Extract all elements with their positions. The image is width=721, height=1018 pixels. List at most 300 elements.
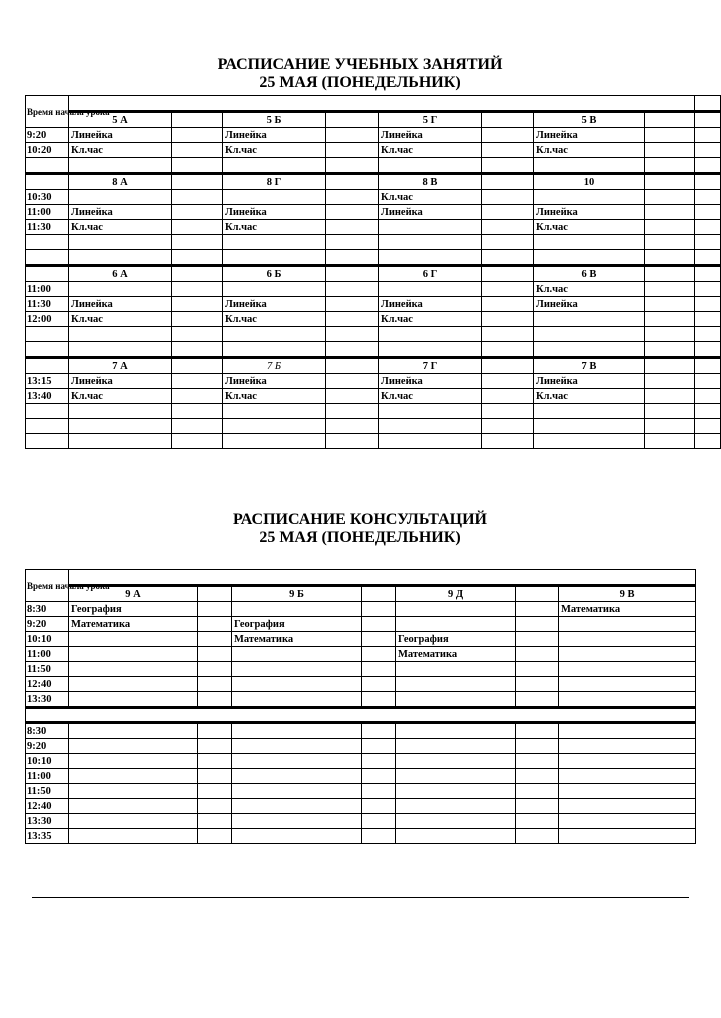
time-cell: 11:00 — [26, 769, 69, 784]
cell — [198, 754, 232, 769]
lesson-cell — [534, 434, 645, 449]
edge-cell — [695, 128, 721, 143]
cell — [198, 799, 232, 814]
time-cell — [26, 342, 69, 358]
cell — [516, 647, 559, 662]
class-header-row — [26, 174, 721, 190]
cell — [326, 282, 379, 297]
table-row — [26, 739, 696, 754]
cell — [482, 112, 534, 128]
lesson-cell — [379, 158, 482, 174]
separator-cell — [26, 708, 696, 723]
cell — [516, 769, 559, 784]
cell — [645, 434, 695, 449]
table-row — [26, 769, 696, 784]
subject-cell — [396, 754, 516, 769]
edge-cell — [695, 327, 721, 342]
cell — [326, 205, 379, 220]
cell — [172, 174, 223, 190]
class-name: 5 Г — [379, 112, 482, 128]
subject-cell — [232, 662, 362, 677]
class-name: 8 В — [379, 174, 482, 190]
class-header-row — [26, 358, 721, 374]
lesson-cell — [69, 250, 172, 266]
cell — [645, 374, 695, 389]
lesson-cell — [223, 342, 326, 358]
lesson-cell — [223, 158, 326, 174]
subject-cell — [396, 692, 516, 708]
cell — [362, 632, 396, 647]
cell — [362, 617, 396, 632]
time-cell — [26, 404, 69, 419]
cell — [326, 220, 379, 235]
cell — [362, 662, 396, 677]
lesson-cell — [379, 342, 482, 358]
subject-cell: География — [69, 602, 198, 617]
cell — [172, 297, 223, 312]
cell — [172, 190, 223, 205]
cell — [645, 419, 695, 434]
edge-cell — [695, 374, 721, 389]
lesson-cell: Линейка — [534, 205, 645, 220]
edge-cell — [695, 174, 721, 190]
cell — [482, 327, 534, 342]
lesson-cell: Кл.час — [534, 143, 645, 158]
lesson-cell — [223, 434, 326, 449]
lesson-cell — [534, 235, 645, 250]
class-name: 6 В — [534, 266, 645, 282]
lesson-cell: Кл.час — [69, 389, 172, 404]
lessons-table — [25, 95, 721, 449]
table-row — [26, 235, 721, 250]
cell — [516, 814, 559, 829]
cell — [326, 250, 379, 266]
cell — [326, 174, 379, 190]
cell — [516, 784, 559, 799]
table-row — [26, 297, 721, 312]
cell — [362, 723, 396, 739]
subject-cell — [559, 739, 696, 754]
subject-cell: География — [396, 632, 516, 647]
subject-cell — [232, 754, 362, 769]
subject-cell — [69, 814, 198, 829]
subject-cell — [559, 723, 696, 739]
cell — [362, 799, 396, 814]
lesson-cell — [69, 434, 172, 449]
separator-row — [26, 708, 696, 723]
lesson-cell: Линейка — [534, 128, 645, 143]
subject-cell — [396, 723, 516, 739]
cell — [198, 602, 232, 617]
cell — [645, 128, 695, 143]
cell — [516, 662, 559, 677]
edge-cell — [695, 143, 721, 158]
cell — [645, 112, 695, 128]
edge-cell — [695, 158, 721, 174]
cell — [516, 754, 559, 769]
cell — [516, 632, 559, 647]
cell — [362, 769, 396, 784]
time-cell: 8:30 — [26, 723, 69, 739]
cell — [645, 404, 695, 419]
lesson-cell — [379, 282, 482, 297]
cell — [516, 829, 559, 844]
cell — [482, 434, 534, 449]
subject-cell — [69, 784, 198, 799]
cell — [482, 220, 534, 235]
subject-cell — [69, 662, 198, 677]
cell — [326, 128, 379, 143]
lesson-cell: Линейка — [379, 128, 482, 143]
lesson-cell: Кл.час — [223, 143, 326, 158]
cell — [645, 220, 695, 235]
table-row — [26, 829, 696, 844]
lesson-cell — [69, 190, 172, 205]
class-name: 10 — [534, 174, 645, 190]
subject-cell — [396, 617, 516, 632]
lesson-cell: Кл.час — [69, 312, 172, 327]
subject-cell — [232, 723, 362, 739]
subject-cell — [69, 677, 198, 692]
lesson-cell — [379, 327, 482, 342]
cell — [172, 389, 223, 404]
cell — [362, 814, 396, 829]
time-cell: 12:40 — [26, 799, 69, 814]
lesson-cell — [534, 190, 645, 205]
cell — [516, 602, 559, 617]
cell — [482, 342, 534, 358]
edge-cell — [695, 205, 721, 220]
cell — [645, 174, 695, 190]
cell — [516, 617, 559, 632]
table-row — [26, 342, 721, 358]
cell — [198, 692, 232, 708]
cell — [326, 190, 379, 205]
time-cell — [26, 266, 69, 282]
table-row — [26, 419, 721, 434]
table-row — [26, 158, 721, 174]
table-row — [26, 814, 696, 829]
cell — [172, 327, 223, 342]
cell — [326, 297, 379, 312]
subject-cell — [396, 769, 516, 784]
lesson-cell: Кл.час — [534, 389, 645, 404]
subject-cell: Математика — [232, 632, 362, 647]
edge-cell — [695, 112, 721, 128]
edge-cell — [695, 389, 721, 404]
cell — [362, 586, 396, 602]
class-header-row — [26, 586, 696, 602]
cell — [645, 190, 695, 205]
subject-cell — [232, 769, 362, 784]
subject-cell — [559, 784, 696, 799]
corner-label: Время начала урока — [26, 570, 69, 602]
cell — [362, 647, 396, 662]
cell — [198, 647, 232, 662]
subject-cell — [69, 799, 198, 814]
class-name: 7 Б — [223, 358, 326, 374]
class-name: 9 Д — [396, 586, 516, 602]
lesson-cell: Кл.час — [223, 389, 326, 404]
lesson-cell — [379, 250, 482, 266]
cell — [362, 739, 396, 754]
edge-cell — [695, 434, 721, 449]
subject-cell — [232, 739, 362, 754]
time-cell — [26, 158, 69, 174]
lesson-cell — [534, 250, 645, 266]
time-cell: 9:20 — [26, 617, 69, 632]
edge-cell — [695, 358, 721, 374]
cell — [482, 374, 534, 389]
subject-cell: Математика — [69, 617, 198, 632]
cell — [482, 404, 534, 419]
cell — [326, 312, 379, 327]
lesson-cell — [69, 235, 172, 250]
table-row — [26, 692, 696, 708]
class-name: 7 В — [534, 358, 645, 374]
table-row — [26, 647, 696, 662]
cell — [198, 617, 232, 632]
lesson-cell: Кл.час — [379, 190, 482, 205]
subject-cell — [396, 799, 516, 814]
lesson-cell — [223, 419, 326, 434]
table-row — [26, 677, 696, 692]
lesson-cell: Линейка — [223, 374, 326, 389]
class-name: 7 Г — [379, 358, 482, 374]
time-cell: 12:00 — [26, 312, 69, 327]
subject-cell — [559, 617, 696, 632]
time-cell: 12:40 — [26, 677, 69, 692]
cell — [172, 342, 223, 358]
cell — [198, 784, 232, 799]
consult-title: РАСПИСАНИЕ КОНСУЛЬТАЦИЙ — [233, 511, 487, 528]
subject-cell — [559, 692, 696, 708]
subject-cell: География — [232, 617, 362, 632]
lesson-cell: Кл.час — [534, 220, 645, 235]
lesson-cell: Кл.час — [379, 143, 482, 158]
lesson-cell — [69, 342, 172, 358]
cell — [172, 404, 223, 419]
subject-cell — [396, 829, 516, 844]
cell — [326, 235, 379, 250]
cell — [326, 143, 379, 158]
cell — [198, 829, 232, 844]
time-cell — [26, 327, 69, 342]
subject-cell — [396, 814, 516, 829]
lesson-cell: Линейка — [223, 205, 326, 220]
lesson-cell: Линейка — [534, 374, 645, 389]
time-cell: 9:20 — [26, 739, 69, 754]
cell — [172, 374, 223, 389]
cell — [172, 112, 223, 128]
cell — [516, 677, 559, 692]
cell — [172, 220, 223, 235]
cell — [326, 358, 379, 374]
edge-cell — [695, 266, 721, 282]
cell — [198, 739, 232, 754]
lesson-cell: Кл.час — [534, 282, 645, 297]
table-row — [26, 632, 696, 647]
subject-cell — [396, 662, 516, 677]
cell — [516, 739, 559, 754]
lesson-cell — [223, 250, 326, 266]
lessons-title: РАСПИСАНИЕ УЧЕБНЫХ ЗАНЯТИЙ — [217, 56, 503, 73]
cell — [172, 250, 223, 266]
time-cell: 13:30 — [26, 814, 69, 829]
cell — [482, 266, 534, 282]
subject-cell — [396, 677, 516, 692]
subject-cell — [559, 647, 696, 662]
lesson-cell: Кл.час — [223, 312, 326, 327]
cell — [645, 358, 695, 374]
lesson-cell: Кл.час — [379, 389, 482, 404]
cell — [645, 282, 695, 297]
lesson-cell — [379, 220, 482, 235]
time-cell: 13:15 — [26, 374, 69, 389]
subject-cell — [559, 814, 696, 829]
cell — [172, 235, 223, 250]
subject-cell — [69, 829, 198, 844]
table-row — [26, 389, 721, 404]
lesson-cell — [223, 235, 326, 250]
edge-cell — [695, 250, 721, 266]
cell — [482, 358, 534, 374]
subject-cell: Математика — [396, 647, 516, 662]
subject-cell — [559, 769, 696, 784]
cell — [362, 829, 396, 844]
subject-cell — [69, 739, 198, 754]
cell — [326, 158, 379, 174]
corner-label: Время начала урока — [26, 96, 69, 128]
lesson-cell — [534, 342, 645, 358]
subject-cell — [232, 602, 362, 617]
cell — [326, 434, 379, 449]
subject-cell — [232, 799, 362, 814]
lesson-cell — [379, 404, 482, 419]
cell — [326, 404, 379, 419]
cell — [198, 723, 232, 739]
lesson-cell: Линейка — [69, 297, 172, 312]
cell — [326, 419, 379, 434]
lesson-cell — [69, 158, 172, 174]
lessons-date: 25 МАЯ (ПОНЕДЕЛЬНИК) — [259, 74, 461, 91]
cell — [482, 235, 534, 250]
cell — [645, 143, 695, 158]
subject-cell — [69, 692, 198, 708]
lesson-cell — [534, 419, 645, 434]
table-row — [26, 602, 696, 617]
subject-cell — [232, 692, 362, 708]
cell — [482, 282, 534, 297]
subject-cell — [232, 814, 362, 829]
time-cell: 8:30 — [26, 602, 69, 617]
lesson-cell: Линейка — [223, 297, 326, 312]
lesson-cell: Линейка — [379, 374, 482, 389]
class-name: 6 А — [69, 266, 172, 282]
cell — [645, 327, 695, 342]
cell — [482, 297, 534, 312]
table-row — [26, 312, 721, 327]
subject-cell — [559, 799, 696, 814]
subject-cell — [232, 677, 362, 692]
class-name: 7 А — [69, 358, 172, 374]
lesson-cell: Линейка — [69, 374, 172, 389]
class-name: 9 Б — [232, 586, 362, 602]
cell — [516, 692, 559, 708]
cell — [172, 358, 223, 374]
time-cell — [26, 358, 69, 374]
lesson-cell — [223, 327, 326, 342]
lesson-cell — [69, 404, 172, 419]
lesson-cell — [534, 312, 645, 327]
table-row — [26, 128, 721, 143]
class-name: 6 Б — [223, 266, 326, 282]
cell — [326, 327, 379, 342]
time-cell: 11:00 — [26, 282, 69, 297]
edge-cell — [695, 220, 721, 235]
subject-cell — [559, 754, 696, 769]
edge-cell — [695, 312, 721, 327]
time-cell — [26, 250, 69, 266]
time-cell: 13:40 — [26, 389, 69, 404]
time-cell: 13:35 — [26, 829, 69, 844]
cell — [198, 814, 232, 829]
cell — [172, 312, 223, 327]
cell — [645, 250, 695, 266]
header-spacer — [69, 96, 695, 112]
cell — [198, 632, 232, 647]
class-name: 5 Б — [223, 112, 326, 128]
subject-cell — [69, 647, 198, 662]
cell — [482, 143, 534, 158]
table-row — [26, 662, 696, 677]
cell — [645, 205, 695, 220]
lesson-cell — [534, 158, 645, 174]
table-row — [26, 799, 696, 814]
subject-cell — [559, 632, 696, 647]
cell — [172, 434, 223, 449]
subject-cell — [69, 632, 198, 647]
class-name: 6 Г — [379, 266, 482, 282]
table-row — [26, 250, 721, 266]
cell — [172, 266, 223, 282]
cell — [645, 389, 695, 404]
table-row — [26, 617, 696, 632]
lesson-cell: Линейка — [379, 205, 482, 220]
cell — [198, 586, 232, 602]
cell — [645, 342, 695, 358]
table-row — [26, 282, 721, 297]
table-row — [26, 434, 721, 449]
cell — [362, 677, 396, 692]
time-cell: 11:00 — [26, 205, 69, 220]
lesson-cell: Кл.час — [69, 220, 172, 235]
table-row — [26, 327, 721, 342]
header-spacer — [69, 570, 696, 586]
subject-cell — [232, 829, 362, 844]
cell — [516, 723, 559, 739]
time-cell: 9:20 — [26, 128, 69, 143]
cell — [482, 312, 534, 327]
cell — [645, 297, 695, 312]
cell — [482, 419, 534, 434]
lesson-cell: Линейка — [534, 297, 645, 312]
cell — [362, 754, 396, 769]
time-cell: 11:00 — [26, 647, 69, 662]
lesson-cell: Кл.час — [379, 312, 482, 327]
cell — [172, 143, 223, 158]
cell — [198, 662, 232, 677]
